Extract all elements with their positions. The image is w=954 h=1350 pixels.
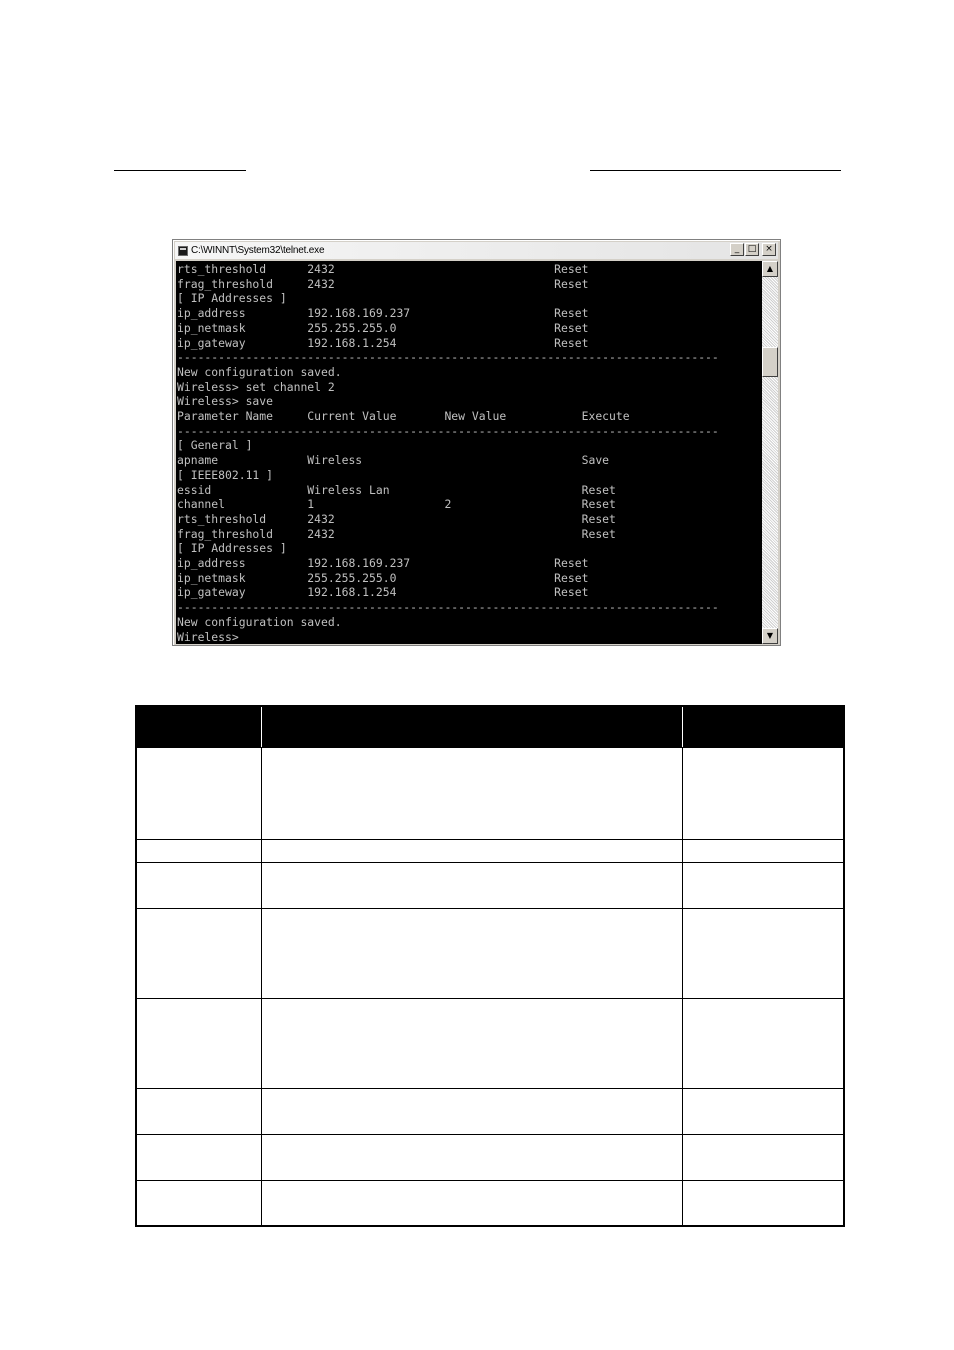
table-cell xyxy=(261,747,682,839)
table-body xyxy=(136,747,844,1226)
parameter-table xyxy=(135,705,845,1227)
console-line: ip_gateway 192.168.1.254 Reset xyxy=(177,335,589,350)
table-cell xyxy=(261,1088,682,1134)
console-line: channel 1 2 Reset xyxy=(177,497,616,512)
table-header-cell-2 xyxy=(261,706,682,747)
console-line: ------------------------------------------------------------------------------- xyxy=(177,423,719,438)
console-line: apname Wireless Save xyxy=(177,453,610,468)
table-cell xyxy=(682,1088,844,1134)
console-output[interactable] xyxy=(176,261,762,644)
console-line: New configuration saved. xyxy=(177,614,342,629)
scroll-down-button[interactable]: ▼ xyxy=(762,628,778,644)
minimize-button[interactable]: _ xyxy=(730,243,744,256)
close-button[interactable]: × xyxy=(762,243,776,256)
table-cell xyxy=(136,862,261,908)
console-line: frag_threshold 2432 Reset xyxy=(177,526,616,541)
table-header-row xyxy=(136,706,844,747)
window-controls xyxy=(730,243,776,256)
table-cell xyxy=(136,998,261,1088)
table-row xyxy=(136,998,844,1088)
table-cell xyxy=(136,747,261,839)
console-line: Wireless> xyxy=(177,629,239,644)
table-row xyxy=(136,862,844,908)
window-titlebar[interactable] xyxy=(175,242,778,259)
console-line: [ IP Addresses ] xyxy=(177,291,287,306)
console-line: ip_netmask 255.255.255.0 Reset xyxy=(177,570,589,585)
table-row xyxy=(136,1180,844,1226)
table-row xyxy=(136,908,844,998)
table-row xyxy=(136,839,844,862)
console-line: [ IP Addresses ] xyxy=(177,541,287,556)
table-cell xyxy=(682,839,844,862)
window-title: C:\WINNT\System32\telnet.exe xyxy=(191,245,325,256)
table-cell xyxy=(682,747,844,839)
table-row xyxy=(136,1088,844,1134)
console-line: rts_threshold 2432 Reset xyxy=(177,262,589,276)
console-line: Parameter Name Current Value New Value Execute xyxy=(177,409,630,424)
console-line: rts_threshold 2432 Reset xyxy=(177,511,616,526)
table-row xyxy=(136,1134,844,1180)
vertical-scrollbar[interactable] xyxy=(762,261,778,644)
table-cell xyxy=(682,1180,844,1226)
console-line: ip_gateway 192.168.1.254 Reset xyxy=(177,585,589,600)
table-cell xyxy=(136,1088,261,1134)
scroll-up-button[interactable]: ▲ xyxy=(762,261,778,277)
table-cell xyxy=(136,1134,261,1180)
table-cell xyxy=(261,998,682,1088)
console-text xyxy=(177,262,719,644)
maximize-button[interactable]: □ xyxy=(745,243,759,256)
console-line: New configuration saved. xyxy=(177,364,342,379)
console-line: ip_address 192.168.169.237 Reset xyxy=(177,556,589,571)
table-cell xyxy=(261,1134,682,1180)
table-cell xyxy=(261,839,682,862)
table-cell xyxy=(682,998,844,1088)
heading-underline-left xyxy=(114,170,246,171)
table-cell xyxy=(261,908,682,998)
console-line: [ General ] xyxy=(177,438,253,453)
heading-underline-right xyxy=(590,170,841,171)
console-line: ip_netmask 255.255.255.0 Reset xyxy=(177,320,589,335)
table-cell xyxy=(136,1180,261,1226)
telnet-window xyxy=(172,239,781,646)
table-header-cell-1 xyxy=(136,706,261,747)
console-line: frag_threshold 2432 Reset xyxy=(177,276,589,291)
console-line: Wireless> save xyxy=(177,394,274,409)
table-cell xyxy=(682,862,844,908)
table-cell xyxy=(682,1134,844,1180)
console-line: ------------------------------------------------------------------------------- xyxy=(177,350,719,365)
console-line: Wireless> set channel 2 xyxy=(177,379,335,394)
scroll-thumb[interactable] xyxy=(762,347,778,377)
table-cell xyxy=(261,862,682,908)
table-cell xyxy=(261,1180,682,1226)
table-header-cell-3 xyxy=(682,706,844,747)
console-line: essid Wireless Lan Reset xyxy=(177,482,616,497)
console-app-icon xyxy=(178,246,188,256)
table-cell xyxy=(136,839,261,862)
console-line: [ IEEE802.11 ] xyxy=(177,467,274,482)
table-cell xyxy=(682,908,844,998)
table-row xyxy=(136,747,844,839)
console-line: ------------------------------------------------------------------------------- xyxy=(177,600,719,615)
console-line: ip_address 192.168.169.237 Reset xyxy=(177,306,589,321)
table-cell xyxy=(136,908,261,998)
